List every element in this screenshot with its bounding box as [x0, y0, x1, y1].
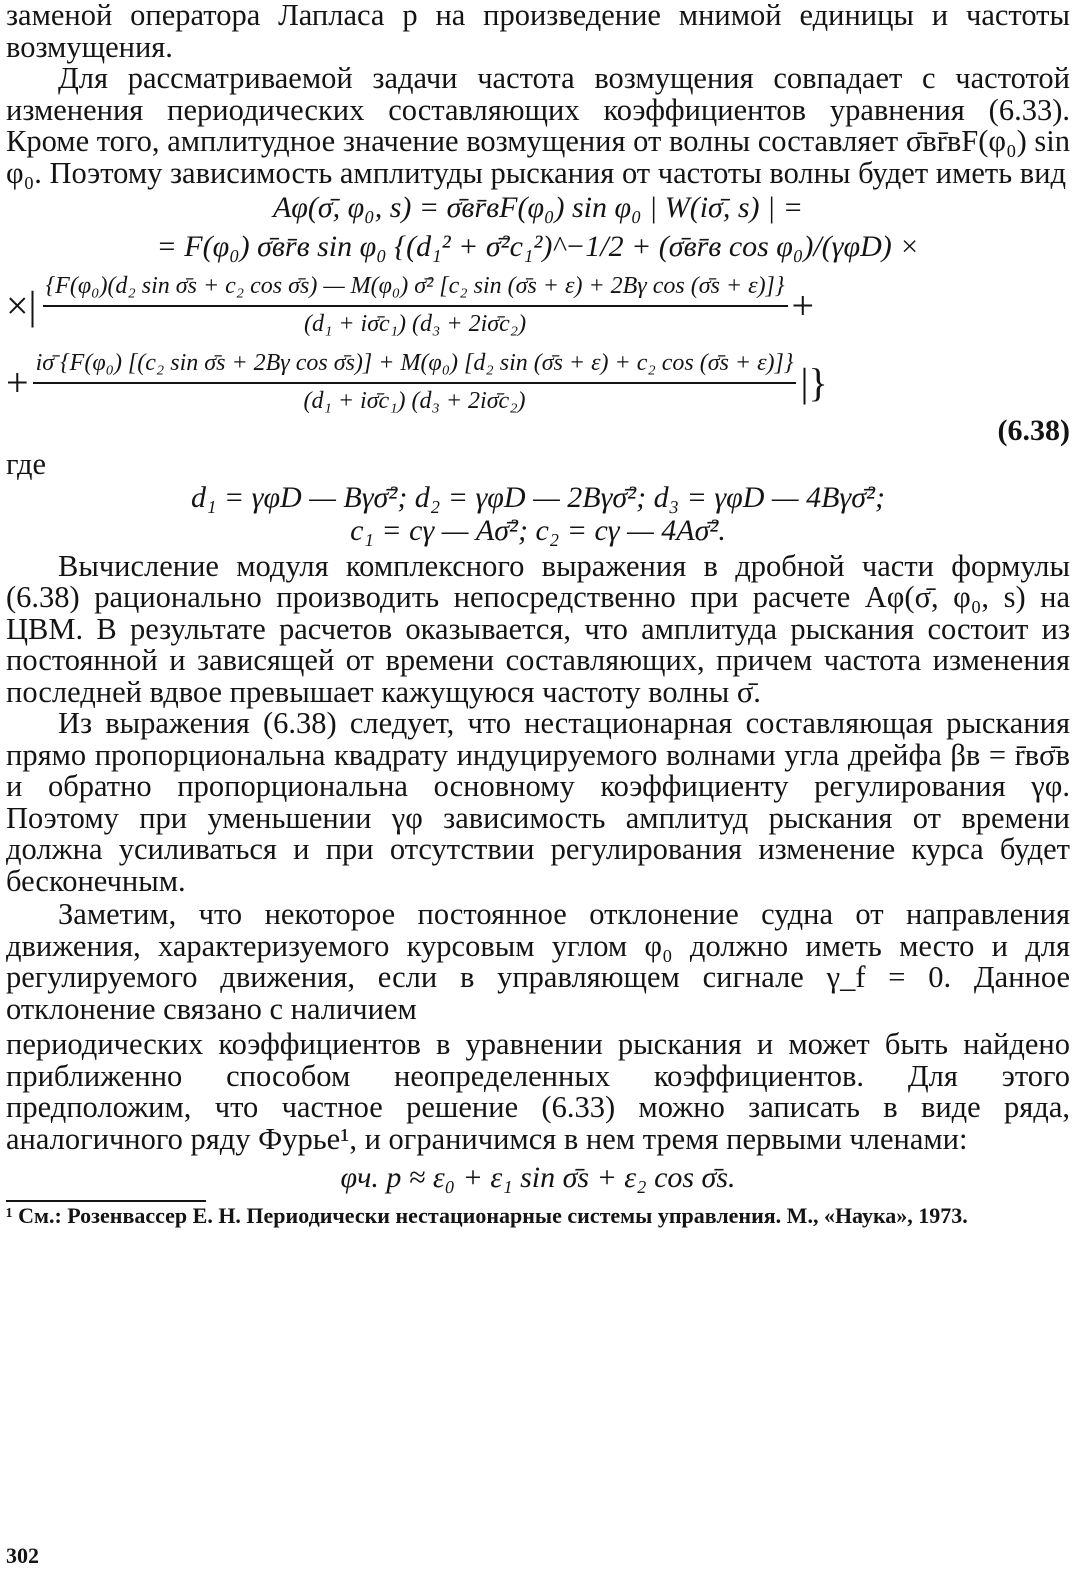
paragraph-frequency: Для рассматриваемой задачи частота возмущения совпадает с частотой изменения периодических составляющих коэффициентов уравнения (6.33). Кроме того, амплитудное значение возмущения от волны составляет σ̄вr̄вF(φ₀) sin φ₀. Поэтому зависимость амплитуды рыскания от частоты волны будет иметь вид	[6, 61, 1070, 190]
plus-sign: +	[6, 359, 29, 405]
equation-line-1: Aφ(σ̄, φ₀, s) = σ̄вr̄вF(φ₀) sin φ₀ | W(iσ̄, s) | =	[272, 191, 804, 224]
equation-fraction-row-1	[6, 271, 1070, 340]
plus-sign: +	[791, 282, 815, 328]
paragraph-note-b: периодических коэффициентов в уравнении рыскания и может быть найдено приближенно способом неопределенных коэффициентов. Для этого предположим, что частное решение (6.33) можно записать в виде ряда, аналогичного ряду Фурье¹, и ограничимся в нем тремя первыми членами:	[6, 1027, 1070, 1156]
footnote: ¹ См.: Розенвассер Е. Н. Периодически нестационарные системы управления. М., «Наука», 1973.	[6, 1203, 968, 1228]
closing-bracket: |}	[800, 359, 828, 405]
times-sign: ×|	[6, 282, 37, 328]
where-label: где	[6, 447, 47, 481]
definitions-line-2: c₁ = cγ — Aσ̄²; c₂ = cγ — 4Aσ̄².	[350, 513, 726, 547]
fraction-2-numerator: iσ̄ {F(φ₀) [(c₂ sin σ̄s + 2Bγ cos σ̄s)] + M(φ₀) [d₂ sin (σ̄s + ε) + c₂ cos (σ̄s + ε)]}	[33, 348, 797, 384]
paragraph-expression: Из выражения (6.38) следует, что нестационарная составляющая рыскания прямо пропорциональна квадрату индуцируемого волнами угла дрейфа βв = r̄вσ̄в и обратно пропорциональна основному коэффициенту регулирования γφ. Поэтому при уменьшении γφ зависимость амплитуд рыскания от времени должна усиливаться и при отсутствии регулирования изменение курса будет бесконечным.	[6, 706, 1070, 898]
fraction-2	[33, 348, 797, 417]
equation-series: φч. р ≈ ε₀ + ε₁ sin σ̄s + ε₂ cos σ̄s.	[340, 1161, 736, 1194]
fraction-2-denominator: (d₁ + iσ̄c₁) (d₃ + 2iσ̄c₂)	[303, 387, 526, 414]
equation-6-38	[6, 191, 1070, 445]
fraction-1-denominator: (d₁ + iσ̄c₁) (d₃ + 2iσ̄c₂)	[304, 310, 527, 337]
equation-line-2: = F(φ₀) σ̄вr̄в sin φ₀ {(d₁² + σ̄²c₁²)^−1/2 + (σ̄вr̄в cos φ₀)/(γφD) ×	[156, 230, 920, 263]
paragraph-intro: заменой оператора Лапласа p на произведение мнимой единицы и частоты возмущения.	[6, 0, 1070, 64]
fraction-1-numerator: {F(φ₀)(d₂ sin σ̄s + c₂ cos σ̄s) — M(φ₀) σ̄² [c₂ sin (σ̄s + ε) + 2Bγ cos (σ̄s + ε)]}	[43, 271, 788, 307]
footnote-divider	[6, 1200, 206, 1202]
page-number: 302	[6, 1543, 39, 1568]
definitions-line-1: d₁ = γφD — Bγσ̄²; d₂ = γφD — 2Bγσ̄²; d₃ = γφD — 4Bγσ̄²;	[190, 480, 886, 514]
equation-fraction-row-2	[6, 348, 1070, 417]
fraction-1	[43, 271, 788, 340]
paragraph-calculation: Вычисление модуля комплексного выражения в дробной части формулы (6.38) рационально производить непосредственно при расчете Aφ(σ̄, φ₀, s) на ЦВМ. В результате расчетов оказывается, что амплитуда рыскания состоит из постоянной и зависящей от времени составляющих, причем частота изменения последней вдвое превышает кажущуюся частоту волны σ̄.	[6, 548, 1070, 709]
equation-number: (6.38)	[997, 414, 1070, 447]
paragraph-note-a: Заметим, что некоторое постоянное отклонение судна от направления движения, характеризуемого курсовым углом φ₀ должно иметь место и для регулируемого движения, если в управляющем сигнале γ_f = 0. Данное отклонение связано с наличием	[6, 897, 1070, 1026]
book-page	[6, 0, 1070, 1572]
equation-definitions	[6, 481, 1070, 547]
